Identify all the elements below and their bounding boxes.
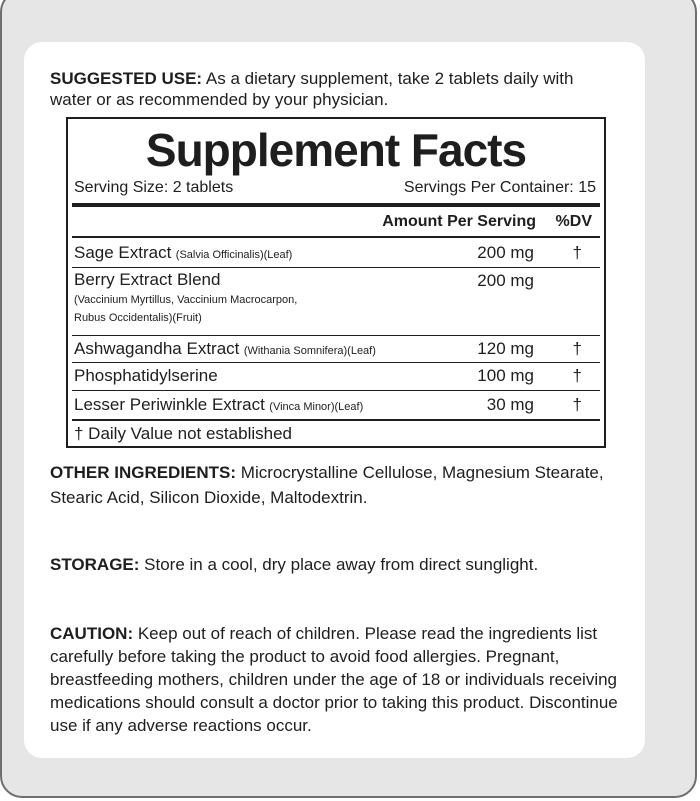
row-divider bbox=[72, 390, 600, 391]
caution-line1 bbox=[50, 623, 597, 644]
footer-rule bbox=[72, 419, 600, 421]
ingredient-label: Phosphatidylserine bbox=[74, 366, 218, 385]
servings-per-container: Servings Per Container: 15 bbox=[403, 179, 596, 196]
ingredient-amount: 100 mg bbox=[477, 366, 534, 385]
ingredient-name bbox=[74, 243, 292, 265]
row-divider bbox=[72, 362, 600, 363]
ingredient-name bbox=[74, 270, 220, 291]
other-ingredients-line2: Stearic Acid, Silicon Dioxide, Maltodextrin. bbox=[50, 488, 368, 507]
ingredient-dv: † bbox=[572, 339, 582, 358]
other-ingredients-line1 bbox=[50, 462, 604, 483]
ingredient-detail-2: Rubus Occidentalis)(Fruit) bbox=[74, 312, 202, 324]
row-divider bbox=[72, 335, 600, 336]
facts-title: Supplement Facts bbox=[145, 124, 527, 176]
ingredient-detail-1: (Vaccinium Myrtillus, Vaccinium Macrocarpon, bbox=[74, 294, 298, 306]
suggested-use-text-1: As a dietary supplement, take 2 tablets daily with bbox=[205, 69, 574, 88]
ingredient-amount: 30 mg bbox=[486, 395, 534, 414]
amount-per-serving-header: Amount Per Serving bbox=[382, 213, 536, 230]
ingredient-detail: (Vinca Minor)(Leaf) bbox=[269, 401, 364, 413]
suggested-use-line2: water or as recommended by your physician. bbox=[50, 90, 389, 109]
suggested-use-line1 bbox=[50, 68, 573, 89]
other-ingredients-label: OTHER INGREDIENTS: bbox=[50, 463, 237, 482]
ingredient-amount: 200 mg bbox=[477, 271, 534, 290]
header-rule bbox=[72, 236, 600, 238]
caution-line2: carefully before taking the product to avoid food allergies. Pregnant, bbox=[50, 647, 560, 666]
thick-rule bbox=[72, 203, 600, 207]
ingredient-label: Sage Extract bbox=[74, 243, 172, 262]
ingredient-dv: † bbox=[572, 243, 582, 262]
caution-line4: medications should consult a doctor prior to taking this product. Discontinue bbox=[50, 693, 618, 712]
caution-label: CAUTION: bbox=[50, 624, 134, 643]
caution-line5: use if any adverse reactions occur. bbox=[50, 716, 312, 735]
row-divider bbox=[72, 267, 600, 268]
serving-size: Serving Size: 2 tablets bbox=[74, 179, 234, 196]
ingredient-detail: (Salvia Officinalis)(Leaf) bbox=[175, 249, 293, 261]
ingredient-name bbox=[74, 339, 376, 361]
ingredient-label: Lesser Periwinkle Extract bbox=[74, 395, 265, 414]
ingredient-amount: 120 mg bbox=[477, 339, 534, 358]
other-ingredients-text-1: Microcrystalline Cellulose, Magnesium Stearate, bbox=[240, 463, 604, 482]
ingredient-label: Ashwagandha Extract bbox=[74, 339, 240, 358]
caution-text-1: Keep out of reach of children. Please read the ingredients list bbox=[137, 624, 598, 643]
ingredient-dv: † bbox=[572, 366, 582, 385]
ingredient-detail: (Withania Somnifera)(Leaf) bbox=[243, 345, 376, 357]
storage-text: Store in a cool, dry place away from direct sunglight. bbox=[144, 555, 539, 574]
storage-label: STORAGE: bbox=[50, 555, 140, 574]
storage-section bbox=[50, 554, 538, 575]
dv-footnote: † Daily Value not established bbox=[74, 424, 292, 443]
ingredient-name bbox=[74, 395, 363, 417]
caution-line3: breastfeeding mothers, children under the age of 18 or individuals receiving bbox=[50, 670, 618, 689]
supplement-facts-panel bbox=[66, 117, 606, 448]
ingredient-dv: † bbox=[572, 395, 582, 414]
ingredient-amount: 200 mg bbox=[477, 243, 534, 262]
ingredient-label: Berry Extract Blend bbox=[74, 270, 221, 289]
suggested-use-label: SUGGESTED USE: bbox=[50, 69, 203, 88]
dv-header: %DV bbox=[555, 213, 592, 230]
ingredient-name bbox=[74, 366, 218, 387]
